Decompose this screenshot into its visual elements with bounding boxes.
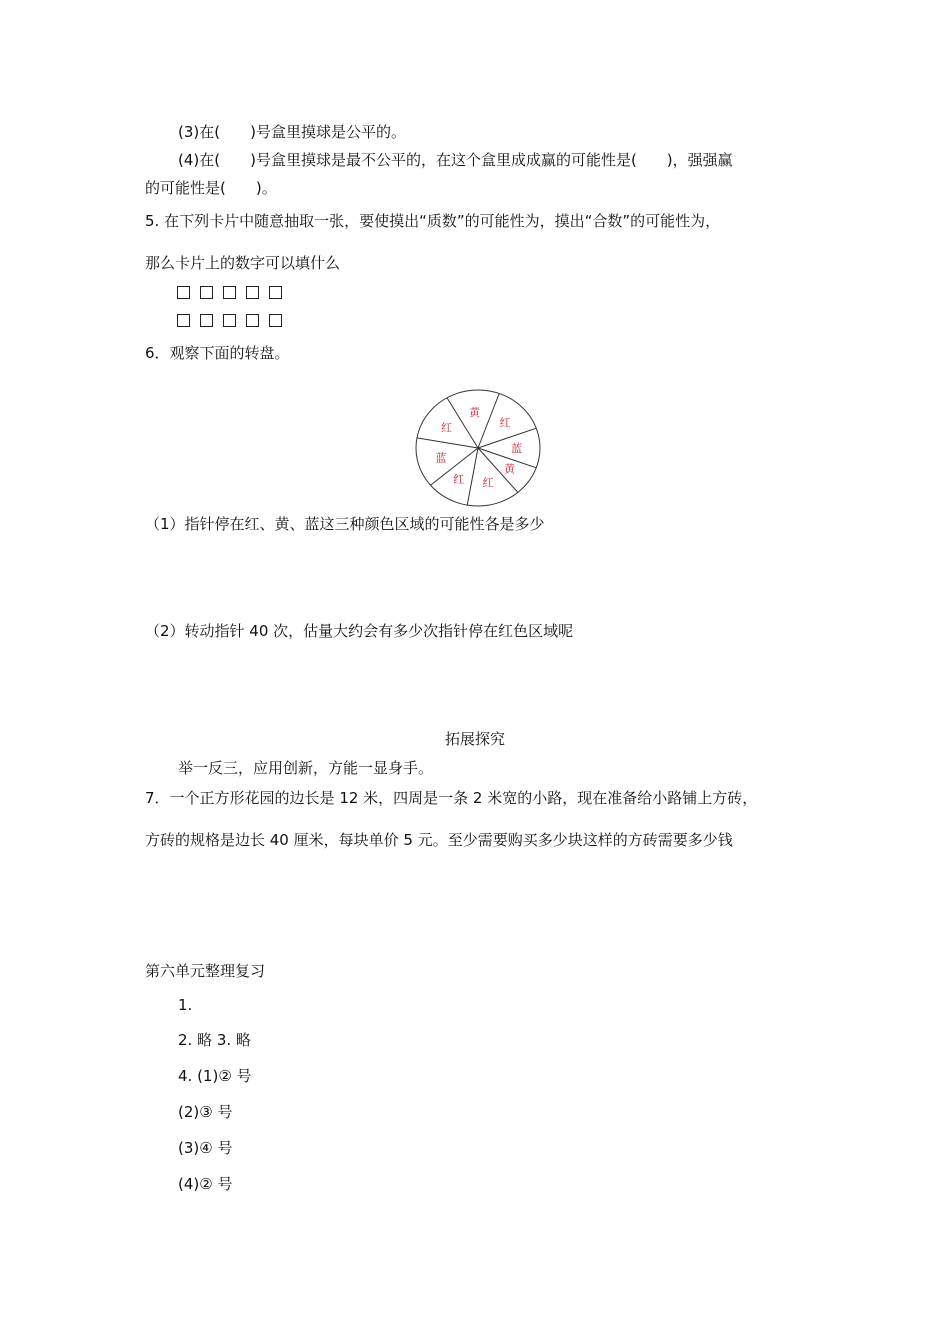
answer-1: 1. — [178, 996, 193, 1014]
extend-title: 拓展探究 — [444, 730, 505, 748]
spinner-divider — [478, 393, 499, 448]
card-box — [200, 286, 213, 299]
spinner-segment-label: 黄 — [503, 462, 515, 476]
card-box — [269, 314, 282, 327]
card-box — [223, 314, 236, 327]
card-box — [177, 314, 190, 327]
spinner-segment-label: 红 — [453, 473, 465, 487]
card-box — [246, 314, 259, 327]
q7-text-b: 方砖的规格是边长 40 厘米，每块单价 5 元。至少需要购买多少块这样的方砖需要多少钱 — [145, 831, 733, 849]
q5-text-b: 那么卡片上的数字可以填什么 — [145, 254, 341, 272]
spinner-divider — [478, 428, 536, 448]
q5-text-a: 5. 在下列卡片中随意抽取一张，要使摸出“质数”的可能性为，摸出“合数”的可能性为， — [145, 212, 721, 230]
answer-4-1: 4. (1)② 号 — [178, 1067, 252, 1085]
review-title: 第六单元整理复习 — [145, 962, 266, 980]
card-box — [223, 286, 236, 299]
answer-4-2: (2)③ 号 — [178, 1103, 233, 1121]
answer-2-3: 2. 略 3. 略 — [178, 1031, 251, 1049]
spinner-diagram — [412, 388, 544, 508]
spinner-divider — [417, 438, 478, 448]
spinner-segment-label: 红 — [499, 416, 511, 430]
spinner-divider — [467, 448, 478, 505]
card-box — [200, 314, 213, 327]
spinner-segment-label: 蓝 — [435, 451, 447, 465]
extend-intro: 举一反三，应用创新，方能一显身手。 — [178, 759, 434, 777]
answer-4-4: (4)② 号 — [178, 1175, 233, 1193]
spinner-segment-label: 红 — [482, 476, 494, 490]
card-box — [177, 286, 190, 299]
spinner-segment-label: 蓝 — [510, 442, 522, 455]
answer-4-3: (3)④ 号 — [178, 1139, 233, 1157]
spinner-segment-label: 黄 — [469, 406, 481, 420]
q4-4-text-a: (4)在( )号盒里摸球是最不公平的，在这个盒里成成赢的可能性是( )，强强赢 — [178, 151, 733, 169]
q6-text: 6．观察下面的转盘。 — [145, 344, 290, 362]
q4-3-text: (3)在( )号盒里摸球是公平的。 — [178, 123, 406, 141]
card-boxes-row-2 — [177, 314, 282, 327]
card-box — [246, 286, 259, 299]
spinner-segment-label: 红 — [441, 421, 453, 435]
q7-text-a: 7．一个正方形花园的边长是 12 米，四周是一条 2 米宽的小路，现在准备给小路铺上方砖， — [145, 789, 758, 807]
q6-2-text: （2）转动指针 40 次，估量大约会有多少次指针停在红色区域呢 — [145, 622, 574, 640]
card-box — [269, 286, 282, 299]
q4-4-text-b: 的可能性是( )。 — [145, 179, 277, 197]
q6-1-text: （1）指针停在红、黄、蓝这三种颜色区域的可能性各是多少 — [145, 515, 545, 533]
card-boxes-row-1 — [177, 286, 282, 299]
